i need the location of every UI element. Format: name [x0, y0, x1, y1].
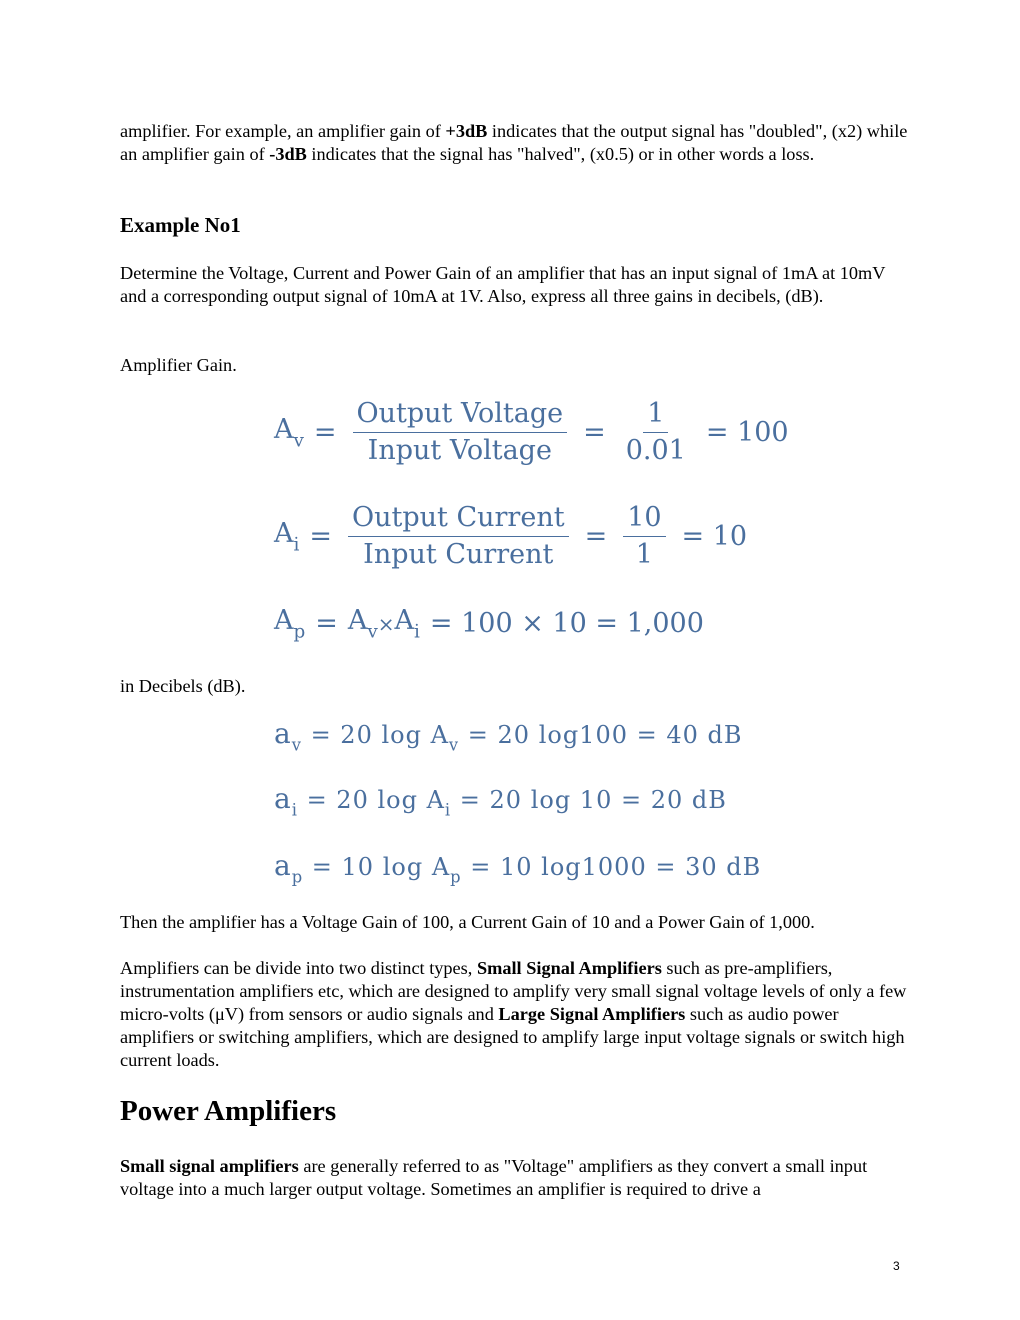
power-amplifiers-paragraph: Small signal amplifiers are generally referred to as "Voltage" amplifiers as they convert a small input voltage into a much larger output voltage. Sometimes an amplifier is required to drive a	[120, 1156, 868, 1199]
power-amplifiers-heading: Power Amplifiers	[120, 1095, 337, 1127]
amplifier-gain-label: Amplifier Gain.	[120, 355, 237, 375]
power-gain-equation: $A_p$ = $A_v$ × $A_i$ = 100 × 10 = 1,000	[274, 605, 704, 643]
power-gain-db-equation: $a_p = 10$ $\log A_p = 10$ log1000 = 30 dB	[274, 849, 762, 887]
amplifier-types-paragraph: Amplifiers can be divide into two distinct types, Small Signal Amplifiers such as pre-amplifiers, instrumentation amplifiers etc, which are designed to amplify very small signal voltage levels of only a few micro-volts (μV) from sensors or audio signals and Large Signal Amplifiers such as audio power amplifiers or switching amplifiers, which are designed to amplify large input voltage signals or switch high current loads.	[120, 958, 907, 1070]
current-gain-equation: $A_i$ = $\frac{\text{Output Current}}{\text{Input Current}}$ = $\frac{10}{1}$ = 10	[274, 502, 748, 570]
problem-paragraph: Determine the Voltage, Current and Power Gain of an amplifier that has an input signal of 1mA at 10mV and a corresponding output signal of 10mA at 1V. Also, express all three gains in decibels, (dB).	[120, 263, 886, 306]
decibels-label: in Decibels (dB).	[120, 676, 246, 696]
current-gain-db-equation: $a_i = 20$ $\log A_i = 20$ log 10 = 20 dB	[274, 782, 727, 820]
intro-paragraph: amplifier. For example, an amplifier gain of +3dB indicates that the output signal has "doubled", (x2) while an amplifier gain of -3dB indicates that the signal has "halved", (x0.5) or in other words a loss.	[120, 121, 908, 164]
voltage-gain-db-equation: $a_v = 20$ $\log A_v = 20$ log100 = 40 dB	[274, 717, 743, 755]
summary-paragraph: Then the amplifier has a Voltage Gain of 100, a Current Gain of 10 and a Power Gain of 1,000.	[120, 912, 815, 932]
voltage-gain-equation: $A_v$ = $\frac{\text{Output Voltage}}{\text{Input Voltage}}$ = $\frac{1}{0.01}$ = 100	[274, 398, 789, 466]
page-number: 3	[893, 1259, 900, 1273]
example-heading: Example No1	[120, 213, 241, 237]
